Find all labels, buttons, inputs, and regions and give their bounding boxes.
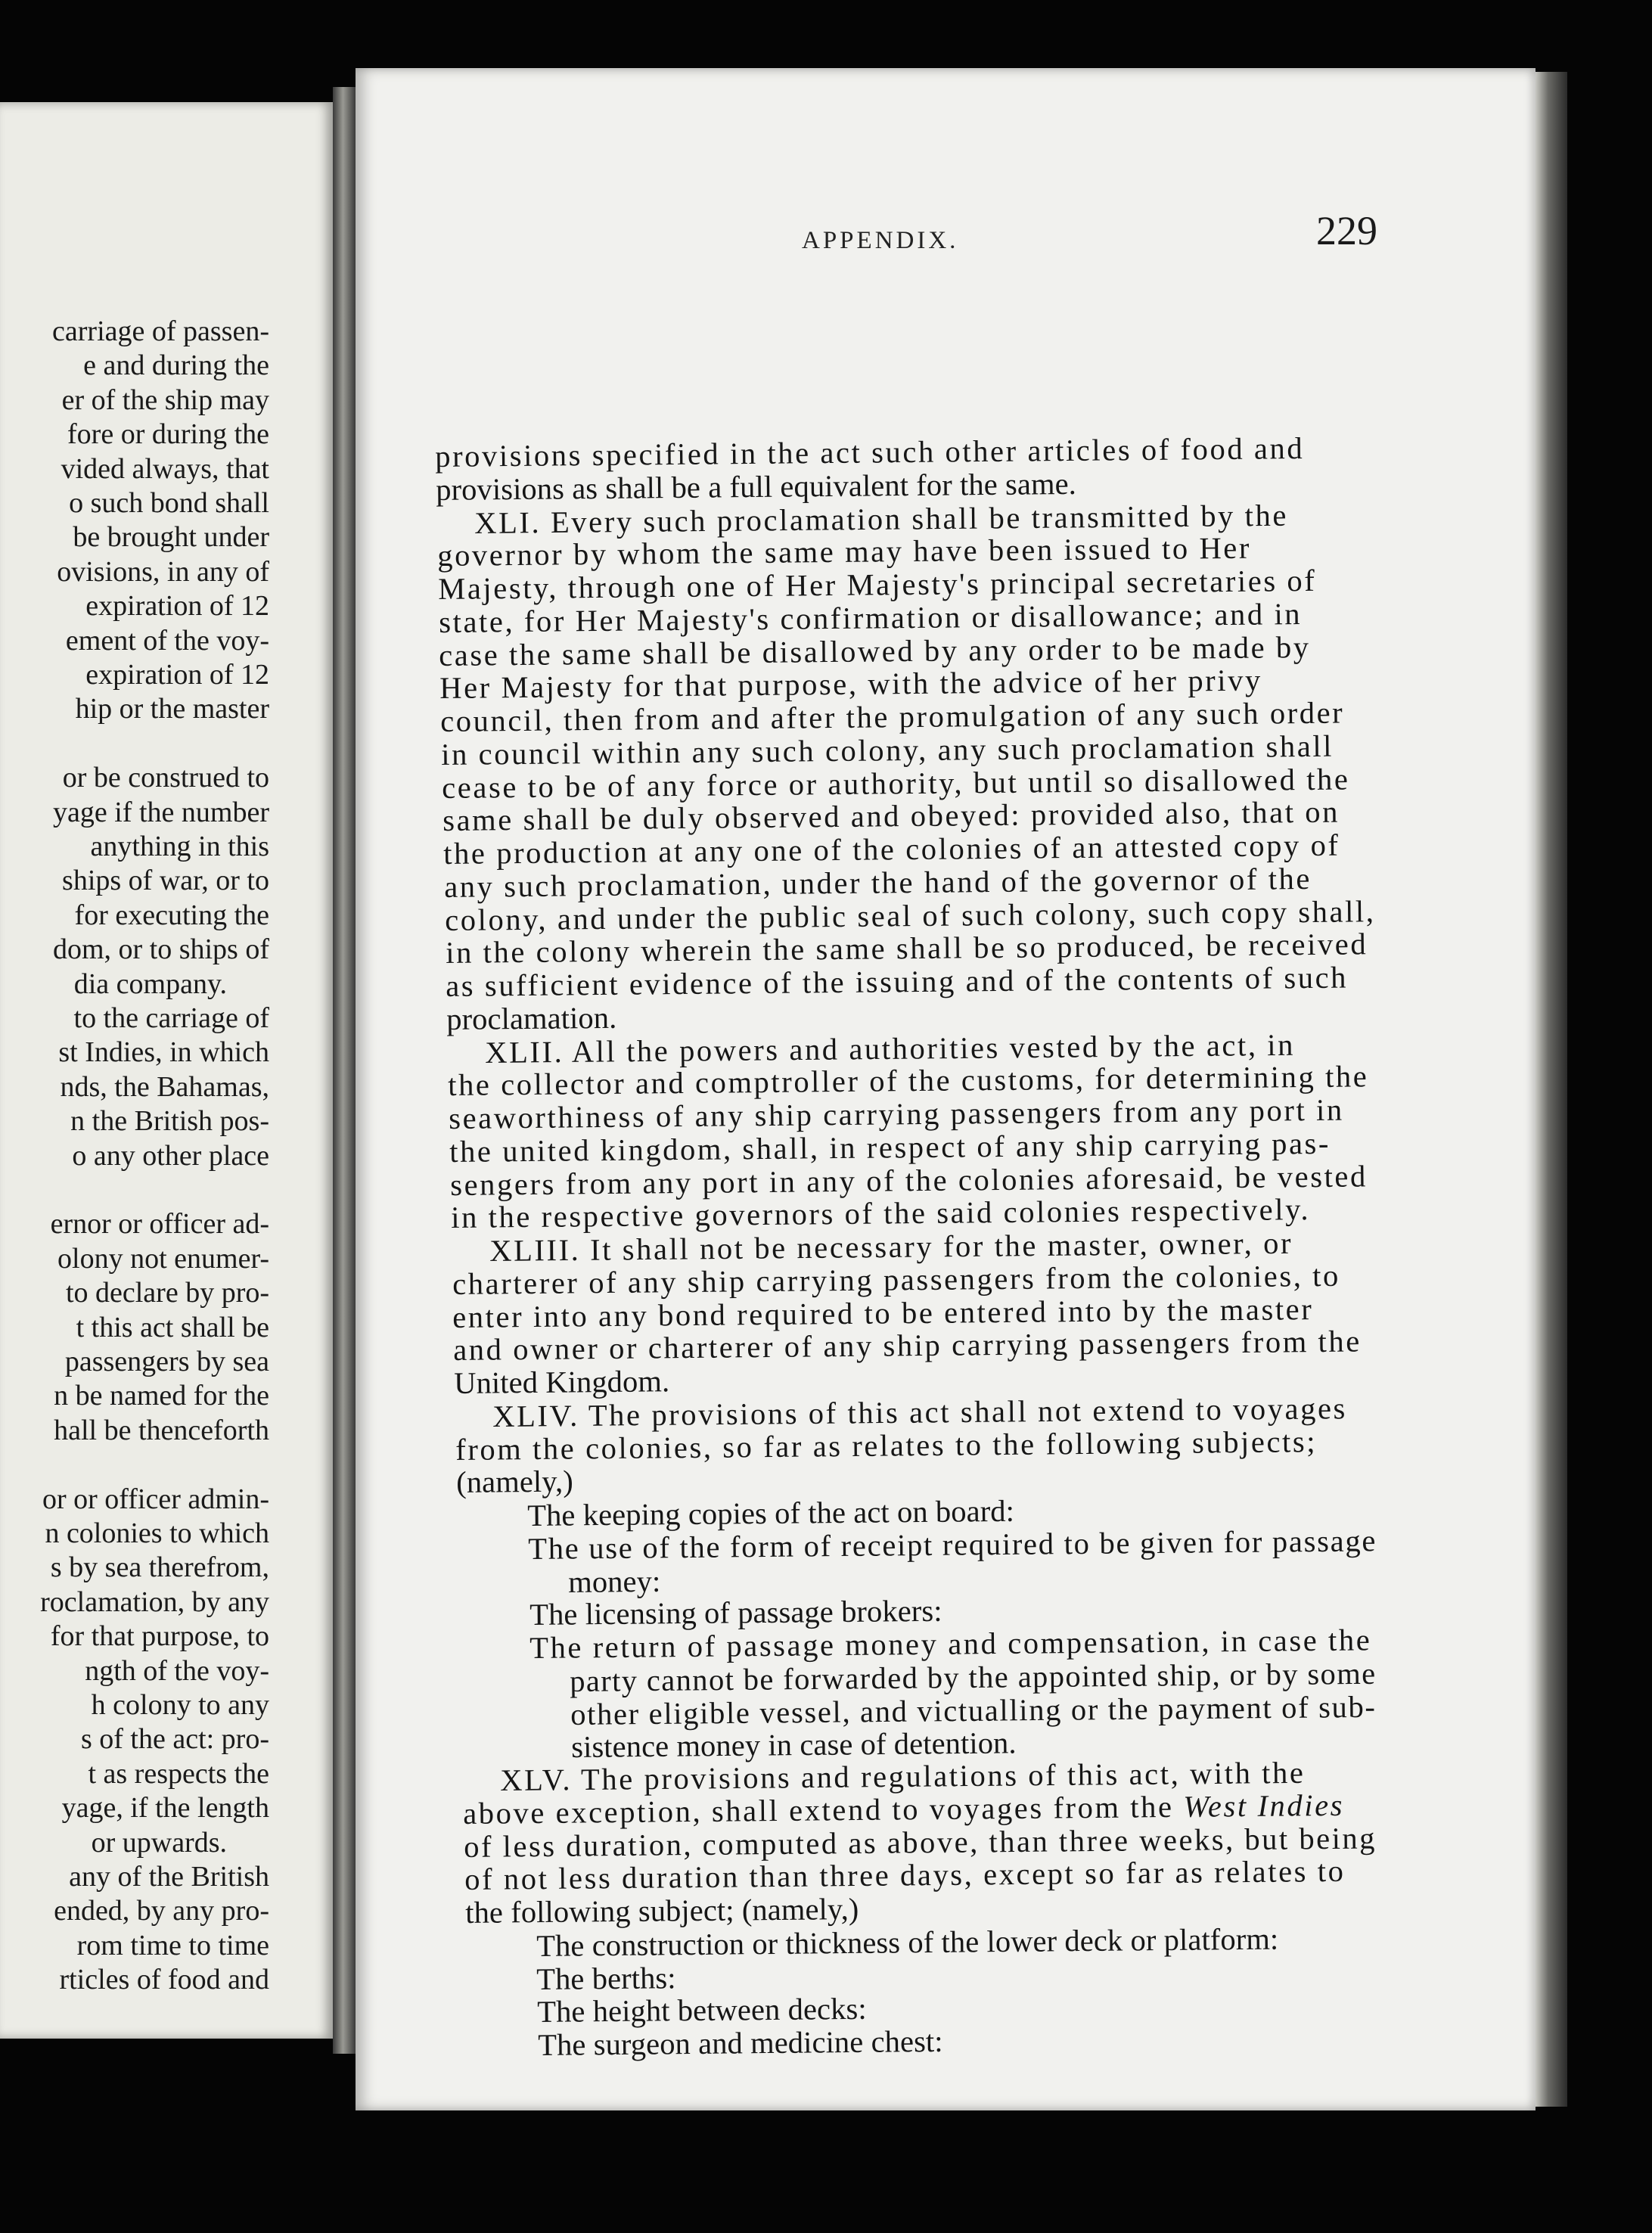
left-page-line: anything in this [90, 831, 269, 862]
text-line: United Kingdom. [454, 1364, 670, 1400]
text-line: any such proclamation, under the hand of the governor of the [443, 861, 1312, 904]
text-line: of less duration, computed as above, than three weeks, but being [463, 1820, 1377, 1864]
left-page-line: vided always, that [61, 452, 269, 485]
text-line: from the colonies, so far as relates to the following subjects; [455, 1424, 1318, 1467]
left-page-line: for that purpose, to [50, 1620, 269, 1653]
text-line: in the colony wherein the same shall be so produced, be received [445, 927, 1368, 971]
left-page-line: hall be thenceforth [54, 1414, 269, 1446]
text-line: seaworthiness of any ship carrying passengers from any port in [449, 1092, 1344, 1135]
text-line: The return of passage money and compensation, in case the [529, 1623, 1372, 1665]
left-page-line: n colonies to which [45, 1517, 269, 1549]
left-page-line: olony not enumer- [57, 1242, 269, 1275]
left-page-line: ement of the voy- [65, 624, 269, 657]
text-line: XLI. Every such proclamation shall be transmitted by the [474, 498, 1288, 540]
text-line: Majesty, through one of Her Majesty's principal secretaries of [437, 563, 1317, 606]
left-page-line: dom, or to ships of [52, 933, 269, 966]
text-line: above exception, shall extend to voyages from the West Indies [462, 1787, 1345, 1831]
text-line: governor by whom the same may have been issued to Her [436, 530, 1251, 573]
text-line: and owner or charterer of any ship carrying passengers from the [453, 1324, 1362, 1368]
left-page [0, 102, 333, 2039]
left-page-line: any of the British [69, 1861, 269, 1893]
left-page-line: ernor or officer ad- [50, 1208, 269, 1241]
text-line: party cannot be forwarded by the appointed ship, or by some [570, 1656, 1377, 1698]
italic-place-name: West Indies [1173, 1787, 1345, 1824]
left-page-line: ngth of the voy- [85, 1654, 269, 1687]
left-page-line: rticles of food and [59, 1964, 269, 1996]
text-line: The use of the form of receipt required to be given for passage [527, 1523, 1377, 1566]
left-page-line: dia company. [73, 967, 227, 1000]
left-page-line: t this act shall be [76, 1311, 269, 1343]
book-gutter [333, 87, 356, 2054]
left-page-line: o any other place [72, 1139, 269, 1172]
left-page-line: s by sea therefrom, [50, 1551, 269, 1584]
left-page-line: t as respects the [88, 1757, 269, 1790]
text-line: The height between decks: [537, 1992, 868, 2030]
left-page-line: yage, if the length [61, 1792, 269, 1825]
left-page-line: e and during the [83, 349, 269, 382]
left-page-line: ended, by any pro- [54, 1895, 269, 1927]
text-line: state, for Her Majesty's confirmation or disallowance; and in [438, 596, 1302, 639]
left-page-line: rom time to time [76, 1929, 269, 1961]
page-edge [1536, 72, 1567, 2107]
text-line: the collector and comptroller of the customs, for determining the [448, 1059, 1369, 1103]
left-page-line: to the carriage of [73, 1002, 269, 1034]
running-header: APPENDIX. [802, 227, 959, 254]
left-page-line: yage if the number [53, 796, 269, 828]
text-line: Her Majesty for that purpose, with the advice of her privy [439, 663, 1263, 706]
text-line: the united kingdom, shall, in respect of any ship carrying pas- [449, 1126, 1331, 1169]
left-page-line: roclamation, by any [40, 1585, 269, 1618]
text-line: XLII. All the powers and authorities vested by the act, in [485, 1027, 1296, 1070]
text-line: of not less duration than three days, except so far as relates to [464, 1854, 1346, 1897]
left-page-line: fore or during the [67, 418, 269, 451]
text-line: in the respective governors of the said colonies respectively. [450, 1192, 1310, 1235]
left-page-line: ovisions, in any of [57, 555, 269, 588]
text-line: The construction or thickness of the lower deck or platform: [536, 1921, 1278, 1963]
text-line: provisions specified in the act such other articles of food and [435, 430, 1305, 474]
text-line: The licensing of passage brokers: [529, 1594, 942, 1632]
text-line: proclamation. [446, 1000, 617, 1036]
left-page-line: o such bond shall [69, 487, 269, 519]
text-line: sengers from any port in any of the colonies aforesaid, be vested [449, 1158, 1368, 1202]
text-line: The berths: [536, 1960, 677, 1996]
text-line: XLV. The provisions and regulations of this act, with the [500, 1755, 1306, 1797]
text-line: in council within any such colony, any such proclamation shall [441, 728, 1334, 772]
left-page-line: to declare by pro- [65, 1277, 269, 1309]
text-line: cease to be of any force or authority, but until so disallowed the [442, 761, 1350, 805]
text-line: enter into any bond required to be entered into by the master [452, 1291, 1314, 1334]
left-page-line: or be construed to [62, 762, 269, 794]
text-line: The surgeon and medicine chest: [538, 2023, 944, 2062]
text-line: other eligible vessel, and victualling or the payment of sub- [570, 1689, 1377, 1731]
left-page-line: er of the ship may [61, 384, 269, 416]
left-page-line: n be named for the [54, 1380, 269, 1412]
left-page-line: expiration of 12 [85, 659, 269, 691]
text-line: (namely,) [455, 1464, 573, 1500]
left-page-line: or upwards. [91, 1826, 227, 1859]
text-line: the following subject; (namely,) [464, 1892, 859, 1930]
text-line: case the same shall be disallowed by any order to be made by [439, 629, 1312, 672]
left-page-line: s of the act: pro- [80, 1723, 269, 1756]
left-page-line: expiration of 12 [85, 590, 269, 623]
text-line: provisions as shall be a full equivalent for the same. [435, 466, 1076, 507]
left-page-line: or or officer admin- [42, 1483, 269, 1515]
text-line: council, then from and after the promulgation of any such order [440, 695, 1345, 738]
text-line: money: [567, 1564, 661, 1599]
left-page-line: ships of war, or to [62, 865, 269, 897]
left-page-line: nds, the Bahamas, [60, 1070, 269, 1103]
left-page-line: be brought under [73, 521, 269, 554]
text-line: same shall be duly observed and obeyed: provided also, that on [442, 794, 1340, 838]
text-line: XLIII. It shall not be necessary for the master, owner, or [489, 1225, 1293, 1268]
left-page-line: hip or the master [75, 693, 269, 725]
left-page-line: for executing the [74, 899, 269, 931]
text-line: sistence money in case of detention. [571, 1725, 1017, 1765]
text-line: as sufficient evidence of the issuing and of the contents of such [446, 960, 1349, 1003]
text-line: the production at any one of the colonies of an attested copy of [442, 828, 1340, 871]
text-line: charterer of any ship carrying passengers from the colonies, to [452, 1258, 1340, 1301]
page-number: 229 [1316, 208, 1377, 253]
text-line: XLIV. The provisions of this act shall not extend to voyages [492, 1390, 1348, 1433]
text-line: colony, and under the public seal of such colony, such copy shall, [444, 893, 1376, 937]
left-page-line: h colony to any [91, 1689, 269, 1721]
text-line: The keeping copies of the act on board: [526, 1493, 1015, 1533]
left-page-line: carriage of passen- [52, 315, 269, 347]
left-page-line: n the British pos- [70, 1105, 269, 1138]
left-page-line: st Indies, in which [58, 1036, 269, 1069]
left-page-line: passengers by sea [64, 1346, 269, 1377]
